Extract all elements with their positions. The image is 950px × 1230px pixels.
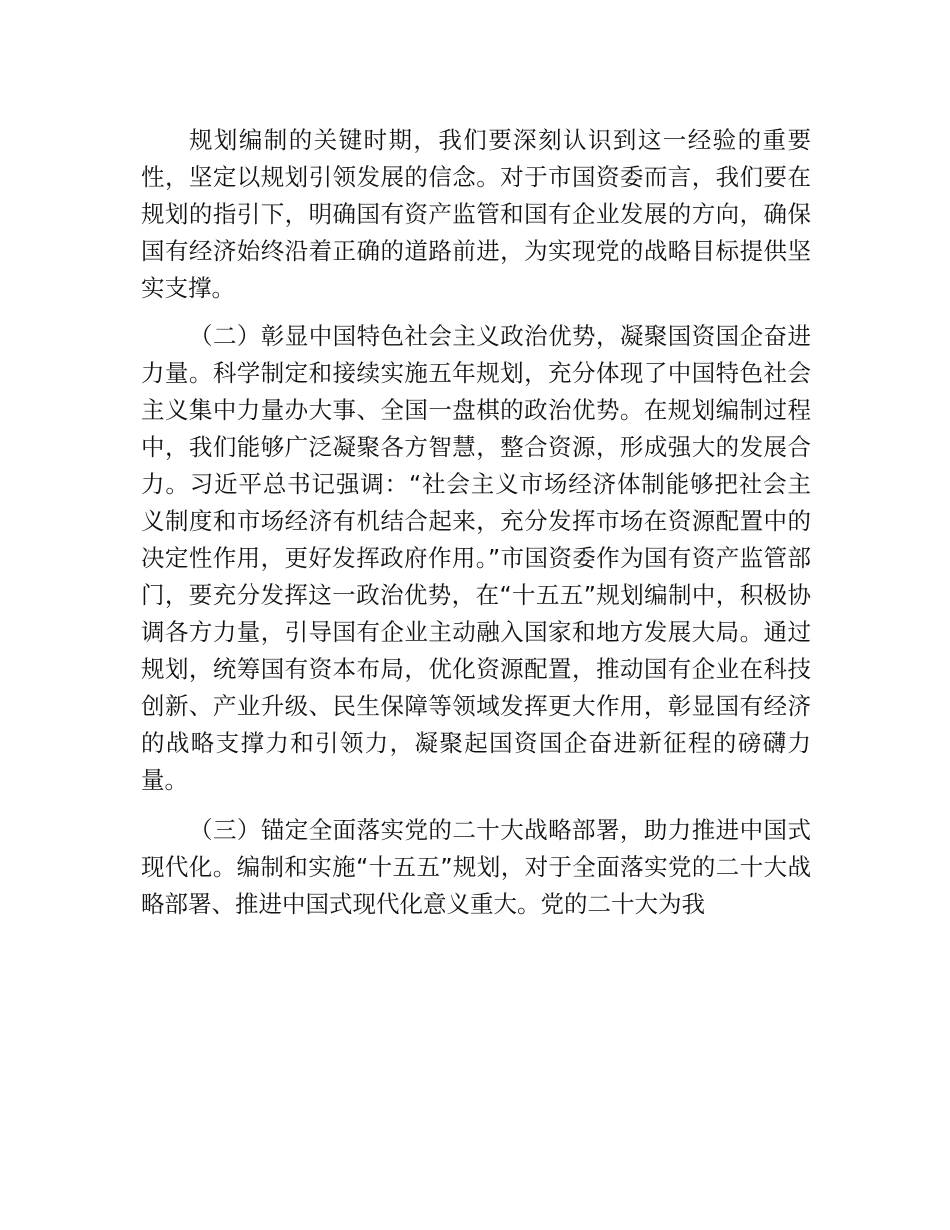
paragraph-3: （三）锚定全面落实党的二十大战略部署，助力推进中国式现代化。编制和实施“十五五”规划，对于全面落实党的二十大战略部署、推进中国式现代化意义重大。党的二十大为我 [141, 816, 811, 918]
paragraph-1: 规划编制的关键时期，我们要深刻认识到这一经验的重要性，坚定以规划引领发展的信念。对于市国资委而言，我们要在规划的指引下，明确国有资产监管和国有企业发展的方向，确保国有经济始终沿着正确的道路前进，为实现党的战略目标提供坚实支撑。 [141, 126, 811, 302]
document-body [141, 122, 811, 934]
paragraph-2: （二）彰显中国特色社会主义政治优势，凝聚国资国企奋进力量。科学制定和接续实施五年规划，充分体现了中国特色社会主义集中力量办大事、全国一盘棋的政治优势。在规划编制过程中，我们能够广泛凝聚各方智慧，整合资源，形成强大的发展合力。习近平总书记强调：“社会主义市场经济体制能够把社会主义制度和市场经济有机结合起来，充分发挥市场在资源配置中的决定性作用，更好发挥政府作用。”市国资委作为国有资产监管部门，要充分发挥这一政治优势，在“十五五”规划编制中，积极协调各方力量，引导国有企业主动融入国家和地方发展大局。通过规划，统筹国有资本布局，优化资源配置，推动国有企业在科技创新、产业升级、民生保障等领域发挥更大作用，彰显国有经济的战略支撑力和引领力，凝聚起国资国企奋进新征程的磅礴力量。 [141, 322, 811, 794]
